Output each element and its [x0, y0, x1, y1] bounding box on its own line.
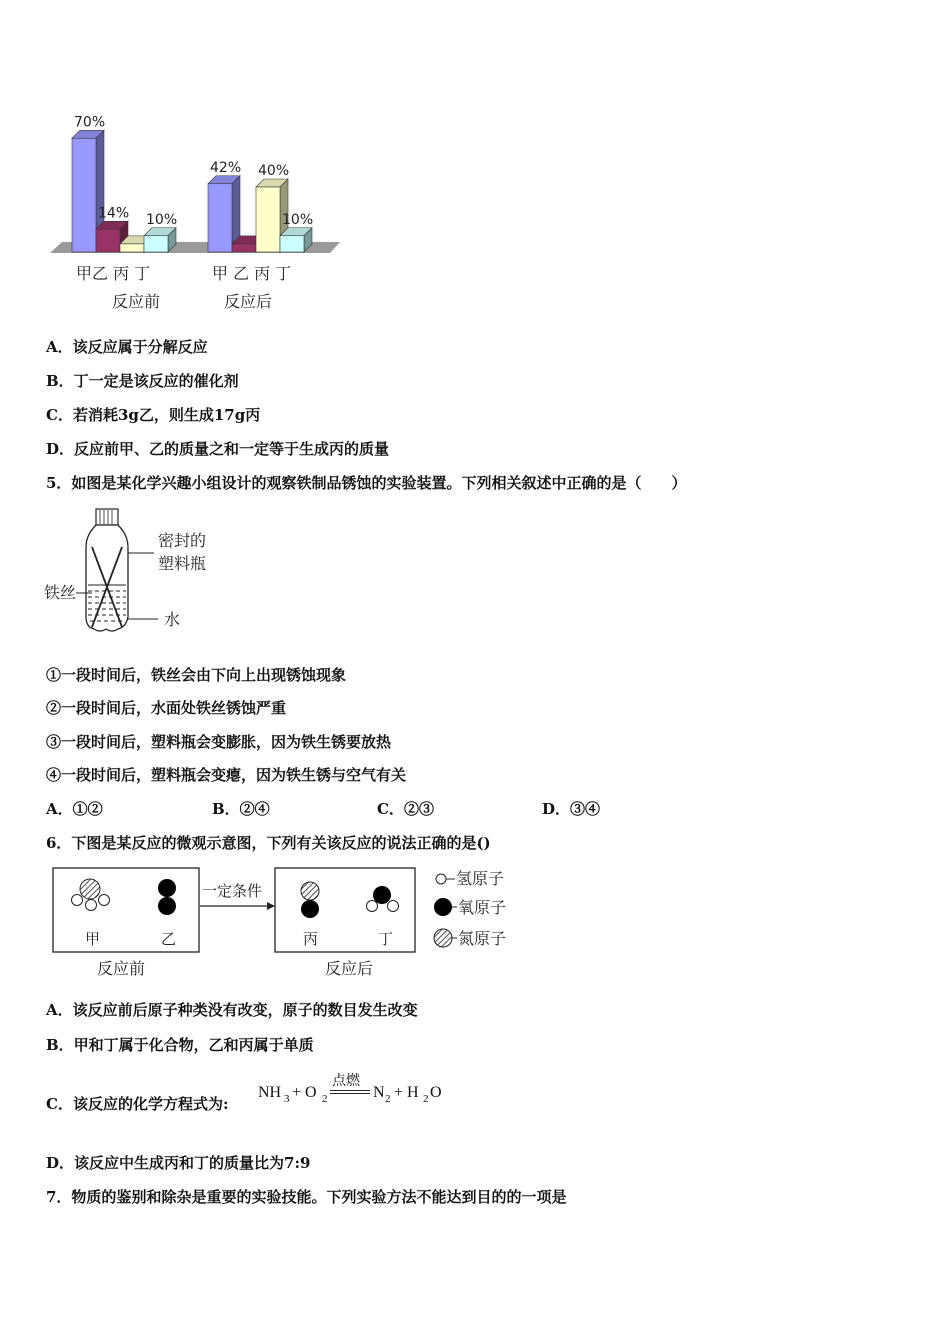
- q6-option-c: C．该反应的化学方程式为:: [46, 1095, 229, 1113]
- value-label-after-ding: 10%: [282, 211, 314, 228]
- species-jia: 甲: [85, 930, 101, 948]
- q5-option-a: A．①②: [46, 800, 103, 818]
- value-label-after-jia: 42%: [210, 159, 242, 176]
- q4-option-a: A．该反应属于分解反应: [46, 338, 208, 356]
- q5-statement-4: ④一段时间后，塑料瓶会变瘪，因为铁生锈与空气有关: [46, 766, 407, 784]
- legend-nitrogen: 氮原子: [458, 929, 507, 948]
- q6-option-a: A．该反应前后原子种类没有改变，原子的数目发生改变: [46, 1001, 418, 1019]
- category-labels-before: 甲乙 丙 丁: [76, 264, 151, 283]
- value-label-after-bing: 40%: [258, 163, 290, 179]
- category-labels-after: 甲 乙 丙 丁: [212, 264, 292, 283]
- value-label-before-jia: 70%: [74, 114, 106, 131]
- eq-sub-3: 3: [284, 1093, 290, 1105]
- eq-nh: NH: [258, 1084, 282, 1101]
- chemical-equation: [258, 1072, 458, 1112]
- q5-option-b: B．②④: [212, 800, 270, 818]
- eq-o: O: [430, 1084, 442, 1101]
- eq-line-top: [330, 1090, 370, 1091]
- q7-stem: 7．物质的鉴别和除杂是重要的实验技能。下列实验方法不能达到目的的一项是: [46, 1188, 567, 1206]
- legend-hydrogen: 氢原子: [456, 869, 505, 888]
- eq-n: N: [373, 1084, 385, 1101]
- bar-before-ding: [144, 228, 176, 252]
- eq-plus-o: + O: [292, 1084, 317, 1101]
- group-label-before: 反应前: [112, 292, 161, 311]
- group-label-after: 反应后: [224, 292, 273, 311]
- q5-statement-1: ①一段时间后，铁丝会由下向上出现锈蚀现象: [46, 666, 347, 684]
- before-caption: 反应前: [97, 959, 146, 978]
- eq-sub-2c: 2: [423, 1093, 429, 1105]
- arrow-condition: 一定条件: [202, 882, 263, 900]
- eq-sub-2a: 2: [322, 1093, 328, 1105]
- after-caption: 反应后: [325, 959, 374, 978]
- eq-condition: 点燃: [332, 1073, 360, 1089]
- mass-fraction-bar-chart: [40, 95, 360, 320]
- q4-option-d: D．反应前甲、乙的质量之和一定等于生成丙的质量: [46, 440, 390, 458]
- q4-option-b: B．丁一定是该反应的催化剂: [46, 372, 239, 390]
- q6-option-b: B．甲和丁属于化合物，乙和丙属于单质: [46, 1036, 314, 1054]
- q5-options-row: [46, 798, 666, 818]
- label-sealed: 密封的: [158, 531, 207, 550]
- q5-stem: 5．如图是某化学兴趣小组设计的观察铁制品锈蚀的实验装置。下列相关叙述中正确的是（ ）: [46, 474, 687, 492]
- q6-option-d: D．该反应中生成丙和丁的质量比为7:9: [46, 1154, 311, 1172]
- bar-after-ding: [280, 228, 312, 252]
- q4-option-c: C．若消耗3g乙，则生成17g丙: [46, 406, 261, 424]
- legend-oxygen: 氧原子: [458, 898, 507, 917]
- eq-plus-h: + H: [394, 1084, 419, 1101]
- value-label-before-yi: 14%: [98, 205, 130, 222]
- q6-stem: 6．下图是某反应的微观示意图，下列有关该反应的说法正确的是(): [46, 834, 491, 852]
- reaction-micro-diagram: [45, 862, 545, 984]
- label-water: 水: [164, 610, 181, 629]
- label-plastic-bottle: 塑料瓶: [158, 554, 207, 573]
- label-iron-wire: 铁丝: [44, 583, 77, 602]
- species-yi: 乙: [161, 930, 177, 948]
- eq-sub-2b: 2: [385, 1093, 391, 1105]
- before-box: [53, 868, 199, 952]
- rust-experiment-figure: [42, 505, 232, 640]
- species-ding: 丁: [378, 930, 394, 948]
- q5-option-c: C．②③: [377, 800, 434, 818]
- species-bing: 丙: [303, 930, 319, 948]
- q5-statement-2: ②一段时间后，水面处铁丝锈蚀严重: [46, 699, 287, 717]
- q5-statement-3: ③一段时间后，塑料瓶会变膨胀，因为铁生锈要放热: [46, 733, 392, 751]
- q5-option-d: D．③④: [542, 800, 601, 818]
- eq-line-bottom: [330, 1093, 370, 1094]
- value-label-before-ding: 10%: [146, 211, 178, 228]
